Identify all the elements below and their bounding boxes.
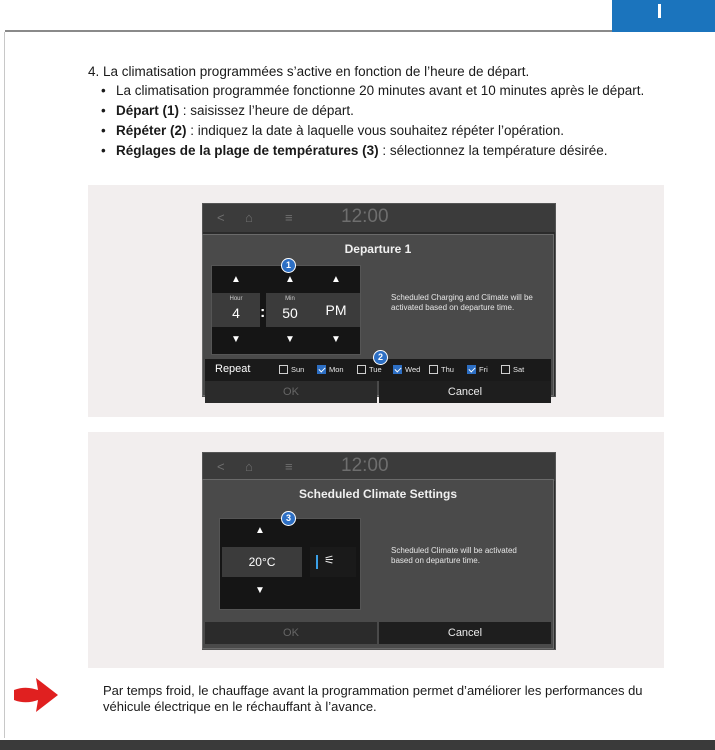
left-margin-rule xyxy=(4,32,5,738)
bullet-term: Départ (1) xyxy=(116,103,180,118)
header-rule xyxy=(5,30,715,32)
minute-value: 50 xyxy=(282,305,298,321)
footer-bar xyxy=(0,740,715,750)
callout-badge-3: 3 xyxy=(281,511,296,526)
ampm-up-icon[interactable]: ▲ xyxy=(331,274,341,285)
checkbox-checked-icon xyxy=(467,365,476,374)
day-label: Fri xyxy=(479,365,488,374)
bullet-term: Répéter (2) xyxy=(116,123,187,138)
defrost-toggle[interactable] xyxy=(310,547,356,577)
bullet-text: : saisissez l’heure de départ. xyxy=(179,103,354,118)
time-picker xyxy=(211,265,361,355)
dialog-title: Scheduled Climate Settings xyxy=(298,487,458,501)
bullet-text: La climatisation programmée fonctionne 20 minutes avant et 10 minutes après le départ. xyxy=(116,83,645,98)
minute-field[interactable] xyxy=(266,293,314,327)
menu-icon[interactable]: ≡ xyxy=(285,459,293,474)
hour-field[interactable] xyxy=(212,293,260,327)
day-checkbox-mon[interactable] xyxy=(317,365,344,375)
bullet-item xyxy=(101,82,661,99)
day-label: Sat xyxy=(513,365,525,374)
indicator-bar xyxy=(316,555,318,569)
step-4-text: 4. La climatisation programmées s’active en fonction de l’heure de départ. xyxy=(88,64,530,79)
cancel-button[interactable]: Cancel xyxy=(379,381,551,403)
temp-up-icon[interactable]: ▲ xyxy=(255,525,265,536)
minute-label: Min xyxy=(285,296,295,302)
hour-up-icon[interactable]: ▲ xyxy=(231,274,241,285)
minute-up-icon[interactable]: ▲ xyxy=(285,274,295,285)
temperature-picker xyxy=(219,518,361,610)
bullet-list xyxy=(101,82,661,162)
bullet-text: : sélectionnez la température désirée. xyxy=(378,143,608,158)
ampm-column xyxy=(312,266,360,354)
dialog-buttons xyxy=(205,381,551,403)
dialog-title: Departure 1 xyxy=(344,242,412,256)
dialog-buttons xyxy=(205,622,551,644)
home-icon[interactable]: ⌂ xyxy=(245,459,253,474)
menu-icon[interactable]: ≡ xyxy=(285,210,293,225)
checkbox-icon xyxy=(279,365,288,374)
bullet-item xyxy=(101,142,661,159)
minute-down-icon[interactable]: ▼ xyxy=(285,334,295,345)
temperature-field[interactable] xyxy=(222,547,302,577)
chapter-tab xyxy=(612,0,715,32)
departure-info-text: Scheduled Charging and Climate will be activated based on departure time. xyxy=(391,293,533,312)
checkbox-checked-icon xyxy=(393,365,402,374)
back-icon[interactable]: < xyxy=(217,210,225,225)
temperature-value: 20°C xyxy=(248,555,276,569)
day-label: Thu xyxy=(441,365,454,374)
cancel-button[interactable]: Cancel xyxy=(379,622,551,644)
minute-column xyxy=(266,266,314,354)
head-unit-screen-departure xyxy=(202,203,556,397)
checkbox-icon xyxy=(429,365,438,374)
day-checkbox-tue[interactable] xyxy=(357,365,382,375)
hour-down-icon[interactable]: ▼ xyxy=(231,334,241,345)
defrost-icon: ⚟ xyxy=(324,553,335,567)
hour-label: Hour xyxy=(229,296,243,302)
home-icon[interactable]: ⌂ xyxy=(245,210,253,225)
day-checkbox-fri[interactable] xyxy=(467,365,488,375)
day-checkbox-sun[interactable] xyxy=(279,365,304,375)
back-icon[interactable]: < xyxy=(217,459,225,474)
hour-column xyxy=(212,266,260,354)
head-unit-screen-climate xyxy=(202,452,556,650)
ok-button[interactable]: OK xyxy=(205,381,377,403)
ok-button[interactable]: OK xyxy=(205,622,377,644)
departure-dialog xyxy=(202,234,554,396)
bullet-item xyxy=(101,122,661,139)
climate-info-text: Scheduled Climate will be activated based on departure time. xyxy=(391,546,517,565)
ampm-value: PM xyxy=(325,302,347,318)
day-label: Mon xyxy=(329,365,344,374)
clock: 12:00 xyxy=(341,455,389,476)
ampm-down-icon[interactable]: ▼ xyxy=(331,334,341,345)
figure-panel-climate xyxy=(88,432,664,668)
status-bar xyxy=(203,453,555,481)
chapter-tab-mark xyxy=(658,4,661,18)
bullet-term: Réglages de la plage de températures (3) xyxy=(116,143,379,158)
time-separator: : xyxy=(260,304,266,321)
hour-value: 4 xyxy=(232,305,240,321)
temp-down-icon[interactable]: ▼ xyxy=(255,585,265,596)
day-label: Tue xyxy=(369,365,382,374)
status-bar xyxy=(203,204,555,232)
checkbox-icon xyxy=(357,365,366,374)
climate-dialog xyxy=(202,479,554,649)
ampm-field[interactable] xyxy=(312,293,360,327)
tip-note: Par temps froid, le chauffage avant la programmation permet d’améliorer les performances du véhicule électrique en le réchauffant à l’avance. xyxy=(103,683,643,714)
red-arrow-icon xyxy=(10,672,62,718)
day-label: Sun xyxy=(291,365,305,374)
figure-panel-departure xyxy=(88,185,664,417)
clock: 12:00 xyxy=(341,206,389,227)
day-checkbox-wed[interactable] xyxy=(393,365,420,375)
day-label: Wed xyxy=(405,365,421,374)
day-checkbox-thu[interactable] xyxy=(429,365,454,375)
bullet-text: : indiquez la date à laquelle vous souhaitez répéter l’opération. xyxy=(186,123,565,138)
checkbox-checked-icon xyxy=(317,365,326,374)
bullet-item xyxy=(101,102,661,119)
callout-badge-1: 1 xyxy=(281,258,296,273)
repeat-label: Repeat xyxy=(215,363,251,375)
callout-badge-2: 2 xyxy=(373,350,388,365)
checkbox-icon xyxy=(501,365,510,374)
day-checkbox-sat[interactable] xyxy=(501,365,524,375)
